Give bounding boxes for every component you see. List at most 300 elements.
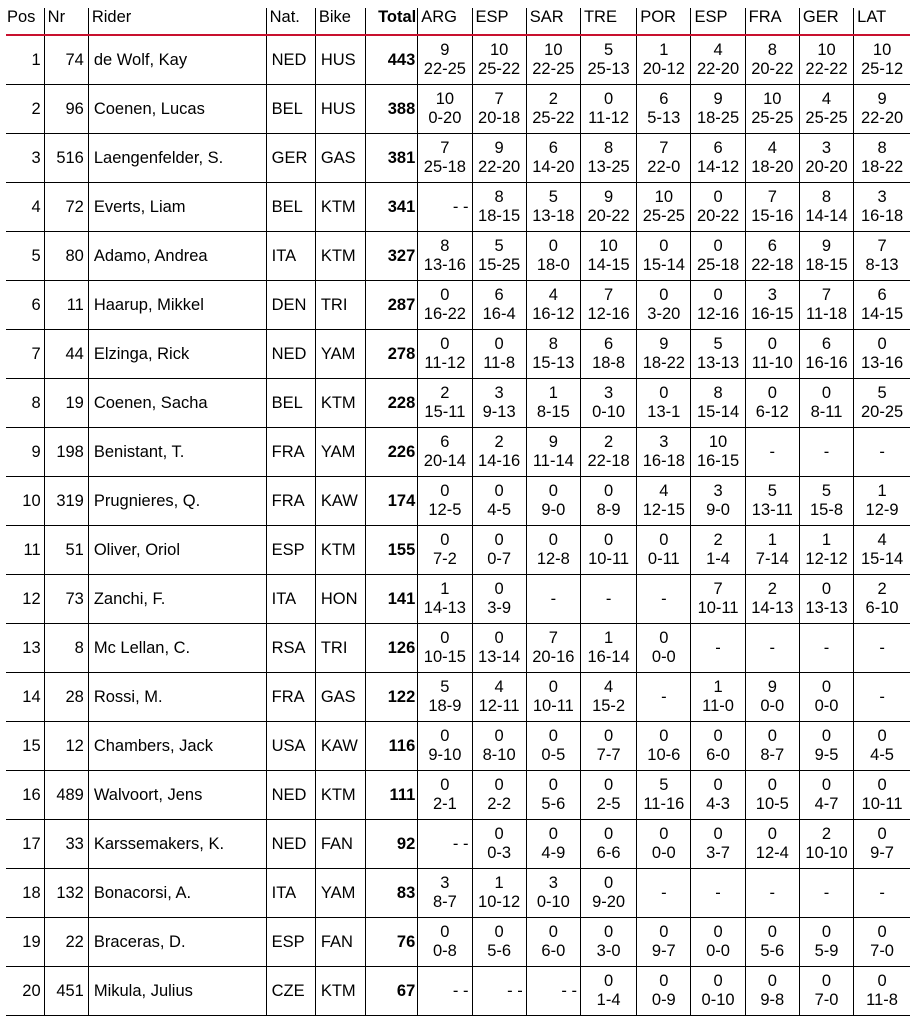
race-result-cell — [526, 85, 580, 134]
race-result-cell — [854, 869, 910, 918]
race-result-cell — [637, 869, 691, 918]
nationality-cell: RSA — [266, 624, 315, 673]
header-race: TRE — [580, 8, 636, 35]
total-points-cell: 122 — [366, 673, 418, 722]
rider-name-cell: Chambers, Jack — [88, 722, 266, 771]
race-heat-positions: 0-0 — [706, 942, 730, 960]
race-result-cell — [472, 281, 526, 330]
position-cell: 1 — [6, 35, 44, 85]
race-heat-positions: 3-20 — [647, 305, 681, 323]
table-row — [6, 820, 910, 869]
rider-name-cell: de Wolf, Kay — [88, 35, 266, 85]
race-heat-positions: 20-16 — [532, 648, 575, 666]
race-points: - - — [452, 197, 469, 216]
standings-body — [6, 35, 910, 1016]
race-points: 0 — [767, 335, 777, 353]
race-result-cell — [526, 281, 580, 330]
race-heat-positions: 5-6 — [760, 942, 785, 960]
race-points: 5 — [713, 335, 723, 353]
race-result-cell — [637, 183, 691, 232]
race-result-cell — [637, 134, 691, 183]
race-heat-positions: - — [769, 638, 776, 657]
race-points: 6 — [440, 433, 450, 451]
race-heat-positions: 13-16 — [860, 354, 904, 372]
race-result-cell — [799, 526, 853, 575]
race-points: 0 — [603, 727, 614, 745]
race-heat-positions: 20-14 — [423, 452, 466, 470]
race-result-cell — [691, 379, 745, 428]
race-result-cell — [745, 428, 799, 477]
race-heat-positions: 18-25 — [696, 109, 740, 127]
race-points: 10 — [435, 90, 455, 108]
race-points: 0 — [713, 972, 723, 990]
header-nr: Nr — [44, 8, 88, 35]
race-result-cell — [580, 869, 636, 918]
race-heat-positions: 12-16 — [696, 305, 740, 323]
race-result-cell — [418, 624, 472, 673]
race-heat-positions: 22-22 — [805, 60, 848, 78]
race-result-cell — [580, 820, 636, 869]
table-row — [6, 134, 910, 183]
bike-cell: YAM — [315, 869, 365, 918]
race-points: 6 — [603, 335, 614, 353]
race-heat-positions: 6-10 — [865, 599, 899, 617]
race-result-cell — [799, 967, 853, 1016]
race-result-cell — [580, 85, 636, 134]
race-points: 0 — [440, 776, 450, 794]
race-heat-positions: 3-0 — [596, 942, 621, 960]
race-points: 10 — [599, 237, 618, 255]
race-result-cell — [745, 526, 799, 575]
race-result-cell — [799, 624, 853, 673]
race-heat-positions: 18-22 — [860, 158, 904, 176]
nationality-cell: ESP — [266, 918, 315, 967]
race-heat-positions: 0-9 — [651, 991, 676, 1009]
nationality-cell: NED — [266, 771, 315, 820]
race-points: 0 — [767, 825, 777, 843]
race-heat-positions: 20-22 — [751, 60, 794, 78]
number-cell: 28 — [44, 673, 88, 722]
race-points: 4 — [548, 286, 558, 304]
position-cell: 14 — [6, 673, 44, 722]
race-result-cell — [637, 526, 691, 575]
race-points: 6 — [767, 237, 777, 255]
table-row — [6, 232, 910, 281]
race-result-cell — [745, 967, 799, 1016]
race-points: 7 — [603, 286, 614, 304]
race-result-cell — [745, 820, 799, 869]
nationality-cell: ITA — [266, 869, 315, 918]
race-points: 9 — [440, 41, 450, 59]
race-heat-positions: - — [661, 687, 667, 706]
race-heat-positions: - — [823, 442, 830, 461]
race-result-cell — [854, 379, 910, 428]
race-points: 7 — [713, 580, 723, 598]
race-points: 2 — [440, 384, 450, 402]
race-result-cell — [799, 477, 853, 526]
race-points: 0 — [821, 384, 832, 402]
race-points: 1 — [821, 531, 832, 549]
race-heat-positions: 18-0 — [536, 256, 570, 274]
number-cell: 132 — [44, 869, 88, 918]
race-heat-positions: - — [715, 883, 721, 902]
table-row — [6, 967, 910, 1016]
race-points: 1 — [440, 580, 450, 598]
race-points: 0 — [440, 629, 450, 647]
number-cell: 19 — [44, 379, 88, 428]
race-points: 4 — [494, 678, 504, 696]
nationality-cell: ESP — [266, 526, 315, 575]
race-result-cell — [418, 428, 472, 477]
race-result-cell — [472, 183, 526, 232]
race-heat-positions: 7-0 — [870, 942, 894, 960]
race-result-cell — [799, 232, 853, 281]
race-heat-positions: 0-20 — [428, 109, 462, 127]
race-result-cell — [637, 673, 691, 722]
race-result-cell — [799, 673, 853, 722]
race-heat-positions: 18-15 — [478, 207, 521, 225]
race-points: 3 — [440, 874, 450, 892]
race-points: 6 — [494, 286, 504, 304]
race-points: 0 — [877, 825, 887, 843]
race-result-cell — [691, 820, 745, 869]
race-heat-positions: 16-16 — [805, 354, 848, 372]
race-result-cell — [691, 85, 745, 134]
race-heat-positions: 9-20 — [592, 893, 626, 911]
race-heat-positions: - — [661, 589, 667, 608]
race-heat-positions: 0-0 — [651, 648, 676, 666]
race-result-cell — [854, 35, 910, 85]
race-heat-positions: 16-18 — [860, 207, 904, 225]
race-points: 0 — [548, 776, 558, 794]
race-heat-positions: 9-0 — [706, 501, 730, 519]
race-heat-positions: - — [769, 442, 776, 461]
race-points: 3 — [548, 874, 558, 892]
rider-name-cell: Laengenfelder, S. — [88, 134, 266, 183]
race-result-cell — [472, 526, 526, 575]
race-points: 7 — [440, 139, 450, 157]
race-result-cell — [799, 722, 853, 771]
race-result-cell — [745, 477, 799, 526]
race-heat-positions: 16-4 — [482, 305, 516, 323]
race-result-cell — [691, 722, 745, 771]
race-heat-positions: 25-18 — [696, 256, 740, 274]
race-heat-positions: 5-13 — [647, 109, 681, 127]
race-heat-positions: 12-4 — [755, 844, 789, 862]
race-result-cell — [854, 918, 910, 967]
race-points: 7 — [659, 139, 669, 157]
race-points: 0 — [494, 825, 504, 843]
race-result-cell — [580, 183, 636, 232]
race-result-cell — [580, 428, 636, 477]
race-heat-positions: 8-10 — [482, 746, 516, 764]
race-result-cell — [799, 820, 853, 869]
race-heat-positions: 16-15 — [751, 305, 794, 323]
total-points-cell: 278 — [366, 330, 418, 379]
race-heat-positions: 25-25 — [642, 207, 685, 225]
race-points: 0 — [548, 482, 558, 500]
race-points: 4 — [659, 482, 669, 500]
race-heat-positions: 14-12 — [696, 158, 740, 176]
race-points: 0 — [767, 776, 777, 794]
race-points: 0 — [440, 286, 450, 304]
race-heat-positions: 25-13 — [587, 60, 630, 78]
nationality-cell: BEL — [266, 379, 315, 428]
race-heat-positions: 13-11 — [751, 501, 793, 519]
race-points: 0 — [659, 825, 669, 843]
position-cell: 6 — [6, 281, 44, 330]
race-heat-positions: 12-16 — [587, 305, 630, 323]
race-result-cell — [691, 869, 745, 918]
race-points: 3 — [821, 139, 832, 157]
race-heat-positions: 14-13 — [751, 599, 794, 617]
race-points: 0 — [603, 874, 614, 892]
race-points: 9 — [821, 237, 832, 255]
race-heat-positions: 13-25 — [587, 158, 630, 176]
race-result-cell — [637, 918, 691, 967]
bike-cell: GAS — [315, 673, 365, 722]
race-points: 0 — [713, 727, 723, 745]
race-result-cell — [745, 869, 799, 918]
race-heat-positions: 25-22 — [532, 109, 575, 127]
race-heat-positions: 11-0 — [702, 697, 734, 715]
race-result-cell — [472, 330, 526, 379]
race-heat-positions: 8-7 — [432, 893, 457, 911]
race-result-cell — [472, 232, 526, 281]
nationality-cell: BEL — [266, 183, 315, 232]
table-row — [6, 722, 910, 771]
race-result-cell — [472, 85, 526, 134]
race-heat-positions: 12-15 — [642, 501, 685, 519]
table-row — [6, 379, 910, 428]
race-result-cell — [691, 477, 745, 526]
race-heat-positions: 16-22 — [423, 305, 466, 323]
number-cell: 80 — [44, 232, 88, 281]
position-cell: 13 — [6, 624, 44, 673]
race-points: 7 — [767, 188, 777, 206]
bike-cell: KTM — [315, 232, 365, 281]
race-heat-positions: 0-0 — [760, 697, 785, 715]
bike-cell: KTM — [315, 967, 365, 1016]
race-result-cell — [637, 477, 691, 526]
race-heat-positions: - — [605, 589, 612, 608]
race-result-cell — [745, 85, 799, 134]
race-result-cell — [472, 379, 526, 428]
race-heat-positions: 20-12 — [642, 60, 685, 78]
race-result-cell — [580, 722, 636, 771]
race-heat-positions: - — [823, 638, 830, 657]
race-heat-positions: 8-7 — [760, 746, 785, 764]
race-points: 8 — [548, 335, 558, 353]
race-points: 3 — [713, 482, 723, 500]
race-points: 2 — [494, 433, 504, 451]
race-points: 0 — [659, 972, 669, 990]
race-points: 9 — [877, 90, 887, 108]
race-points: 3 — [767, 286, 777, 304]
race-result-cell — [472, 134, 526, 183]
race-points: 0 — [659, 629, 669, 647]
race-result-cell — [745, 771, 799, 820]
race-heat-positions: 7-7 — [596, 746, 621, 764]
race-points: 1 — [713, 678, 723, 696]
race-heat-positions: 18-9 — [428, 697, 462, 715]
race-heat-positions: 0-10 — [592, 403, 626, 421]
race-heat-positions: 15-16 — [751, 207, 794, 225]
race-result-cell — [526, 918, 580, 967]
race-heat-positions: 15-8 — [810, 501, 844, 519]
race-points: 4 — [821, 90, 832, 108]
race-result-cell — [691, 281, 745, 330]
race-result-cell — [745, 35, 799, 85]
race-result-cell — [799, 428, 853, 477]
race-points: 10 — [817, 41, 836, 59]
race-heat-positions: 22-0 — [647, 158, 681, 176]
race-heat-positions: 1-4 — [596, 991, 621, 1009]
number-cell: 72 — [44, 183, 88, 232]
race-heat-positions: 2-1 — [432, 795, 457, 813]
race-result-cell — [799, 918, 853, 967]
race-result-cell — [691, 183, 745, 232]
race-heat-positions: 4-3 — [706, 795, 730, 813]
race-result-cell — [854, 477, 910, 526]
bike-cell: FAN — [315, 918, 365, 967]
race-result-cell — [526, 869, 580, 918]
table-row — [6, 35, 910, 85]
race-result-cell — [526, 673, 580, 722]
race-result-cell — [526, 134, 580, 183]
race-points: 0 — [440, 482, 450, 500]
race-result-cell — [637, 232, 691, 281]
race-result-cell — [799, 35, 853, 85]
race-points: 0 — [659, 237, 669, 255]
race-points: - - — [452, 981, 469, 1000]
race-points: 6 — [713, 139, 723, 157]
race-points: 0 — [767, 384, 777, 402]
race-heat-positions: 18-8 — [592, 354, 626, 372]
race-points: 0 — [821, 923, 832, 941]
race-result-cell — [854, 281, 910, 330]
race-result-cell — [580, 918, 636, 967]
race-result-cell — [472, 477, 526, 526]
bike-cell: HUS — [315, 35, 365, 85]
race-result-cell — [637, 575, 691, 624]
table-row — [6, 526, 910, 575]
table-row — [6, 428, 910, 477]
race-points: 8 — [713, 384, 723, 402]
total-points-cell: 155 — [366, 526, 418, 575]
race-result-cell — [472, 820, 526, 869]
race-heat-positions: 20-22 — [696, 207, 740, 225]
header-total: Total — [366, 8, 418, 35]
race-result-cell — [418, 379, 472, 428]
race-result-cell — [799, 575, 853, 624]
race-heat-positions: - — [769, 883, 776, 902]
race-heat-positions: 13-1 — [647, 403, 681, 421]
race-result-cell — [799, 85, 853, 134]
rider-name-cell: Prugnieres, Q. — [88, 477, 266, 526]
race-points: 0 — [548, 678, 558, 696]
race-points: 0 — [603, 482, 614, 500]
race-result-cell — [526, 183, 580, 232]
race-heat-positions: 15-14 — [696, 403, 740, 421]
race-points: 0 — [713, 188, 723, 206]
race-result-cell — [526, 624, 580, 673]
race-result-cell — [418, 673, 472, 722]
race-points: 0 — [494, 629, 504, 647]
race-heat-positions: 12-12 — [805, 550, 848, 568]
rider-name-cell: Walvoort, Jens — [88, 771, 266, 820]
race-result-cell — [854, 575, 910, 624]
race-heat-positions: 10-15 — [423, 648, 466, 666]
header-rider: Rider — [88, 8, 266, 35]
race-result-cell — [472, 722, 526, 771]
race-heat-positions: - — [879, 638, 885, 657]
race-heat-positions: 14-20 — [532, 158, 575, 176]
race-heat-positions: 7-14 — [755, 550, 789, 568]
position-cell: 20 — [6, 967, 44, 1016]
race-points: 7 — [821, 286, 832, 304]
position-cell: 18 — [6, 869, 44, 918]
number-cell: 44 — [44, 330, 88, 379]
race-points: 0 — [877, 335, 887, 353]
race-points: 0 — [713, 776, 723, 794]
race-heat-positions: 0-10 — [536, 893, 570, 911]
race-result-cell — [799, 183, 853, 232]
position-cell: 9 — [6, 428, 44, 477]
nationality-cell: DEN — [266, 281, 315, 330]
race-points: 0 — [548, 531, 558, 549]
rider-name-cell: Karssemakers, K. — [88, 820, 266, 869]
race-points: 0 — [603, 825, 614, 843]
bike-cell: KTM — [315, 379, 365, 428]
race-heat-positions: 12-8 — [536, 550, 570, 568]
race-points: 4 — [767, 139, 777, 157]
bike-cell: TRI — [315, 624, 365, 673]
race-points: 2 — [603, 433, 614, 451]
race-heat-positions: 16-15 — [696, 452, 740, 470]
race-heat-positions: 4-9 — [541, 844, 566, 862]
race-points: 0 — [603, 776, 614, 794]
race-points: 0 — [440, 923, 450, 941]
race-heat-positions: 11-14 — [532, 452, 574, 470]
race-result-cell — [418, 967, 472, 1016]
race-result-cell — [580, 477, 636, 526]
race-result-cell — [418, 771, 472, 820]
race-heat-positions: 10-11 — [861, 795, 903, 813]
race-heat-positions: 14-13 — [423, 599, 466, 617]
standings-table — [6, 8, 910, 1016]
race-heat-positions: 12-11 — [478, 697, 520, 715]
race-result-cell — [580, 281, 636, 330]
position-cell: 16 — [6, 771, 44, 820]
race-result-cell — [526, 232, 580, 281]
race-result-cell — [799, 330, 853, 379]
number-cell: 33 — [44, 820, 88, 869]
race-points: 0 — [713, 923, 723, 941]
race-heat-positions: 22-18 — [587, 452, 630, 470]
table-row — [6, 624, 910, 673]
race-result-cell — [418, 281, 472, 330]
race-heat-positions: 20-18 — [478, 109, 521, 127]
bike-cell: KAW — [315, 477, 365, 526]
bike-cell: HON — [315, 575, 365, 624]
race-heat-positions: 6-6 — [596, 844, 621, 862]
race-heat-positions: 14-15 — [587, 256, 630, 274]
table-row — [6, 183, 910, 232]
race-heat-positions: 3-9 — [487, 599, 512, 617]
race-result-cell — [418, 820, 472, 869]
race-points: 6 — [877, 286, 887, 304]
